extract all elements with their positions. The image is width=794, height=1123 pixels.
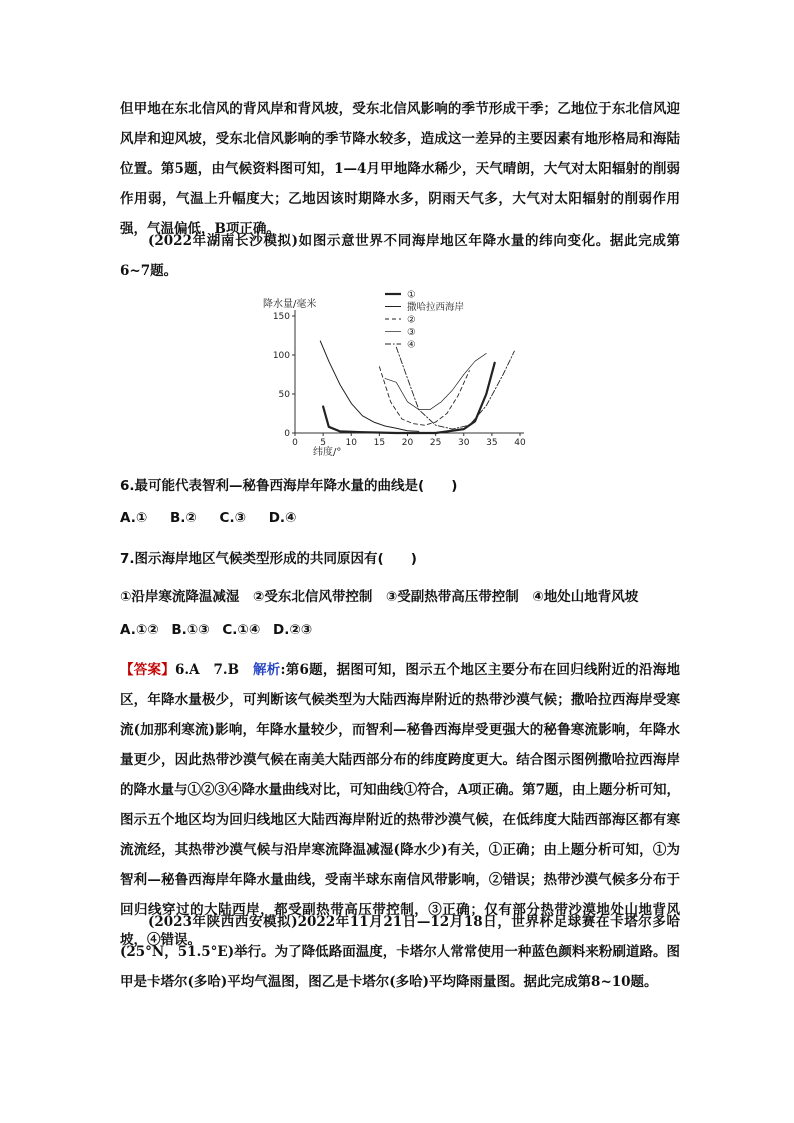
question-6-options [120,510,314,526]
q7-option-d[interactable]: D.②③ [272,622,313,638]
series-line-2 [320,341,419,431]
x-tick-label: 40 [514,438,526,448]
answer-value: 6.A 7.B [174,662,254,678]
legend-label-5: ④ [407,339,416,351]
legend-label-3: ② [407,314,416,326]
legend-label-1: ① [407,289,416,301]
explanation-tag: 解析 [253,662,281,678]
question-stem-6-7: (2022年湖南长沙模拟)如图示意世界不同海岸地区年降水量的纬向变化。据此完成第6~7题。 [120,233,680,279]
q7-option-b[interactable]: B.①③ [171,622,210,638]
precipitation-latitude-chart [255,283,545,458]
x-tick-label: 30 [458,438,470,448]
q7-option-a[interactable]: A.①② [120,622,159,638]
x-tick-label: 10 [345,438,357,448]
question-7-stem: 7.图示海岸地区气候类型形成的共同原因有( ) [120,551,417,567]
y-tick-label: 0 [284,429,290,439]
legend-label-2: 撒哈拉西海岸 [407,302,465,313]
chart-lines [320,341,514,433]
x-tick-label: 35 [486,438,498,448]
x-tick-label: 15 [373,438,386,448]
chart-ticks [273,312,526,448]
x-tick-label: 5 [320,438,326,448]
y-tick-label: 100 [272,351,290,361]
series-line-1 [323,363,495,433]
q6-option-c[interactable]: C.③ [219,510,246,526]
y-axis-label: 降水量/毫米 [263,299,317,310]
y-tick-label: 50 [278,390,290,400]
y-tick-label: 150 [272,312,290,322]
x-tick-label: 25 [429,438,442,448]
q6-option-a[interactable]: A.① [120,510,148,526]
series-line-4 [385,353,486,409]
intro-paragraph: 但甲地在东北信风的背风岸和背风坡，受东北信风影响的季节形成干季；乙地位于东北信风迎风岸和迎风坡，受东北信风影响的季节降水较多，造成这一差异的主要因素有地形格局和海陆位置。第5题，由气候资料图可知，1—4月甲地降水稀少，天气晴朗，大气对太阳辐射的削弱作用弱，气温上升幅度大；乙地因该时期降水多，阴雨天气多，大气对太阳辐射的削弱作用强，气温偏低，B项正确。 [120,101,680,237]
series-line-3 [379,367,469,426]
explanation-text: :第6题，据图可知，图示五个地区主要分布在回归线附近的沿海地区，年降水量极少，可判断该气候类型为大陆西海岸附近的热带沙漠气候；撒哈拉西海岸受寒流(加那利寒流)影响，年降水量较少，而智利—秘鲁西海岸受更强大的秘鲁寒流影响，年降水量更少，因此热带沙漠气候在南美大陆西部分布的纬度跨度更大。结合图示图例撒哈拉西海岸的降水量与①②③④降水量曲线对比，可知曲线①符合，A项正确。第7题，由上题分析可知，图示五个地区均为回归线地区大陆西海岸附近的热带沙漠气候，在低纬度大陆西部海区都有寒流流经，其热带沙漠气候与沿岸寒流降温减湿(降水少)有关，①正确；由上题分析可知，①为智利—秘鲁西海岸年降水量曲线，受南半球东南信风带影响，②错误；热带沙漠气候多分布于回归线穿过的大陆西岸，都受副热带高压带控制，③正确；仅有部分热带沙漠地处山地背风坡，④错误。 [120,662,681,948]
x-tick-label: 20 [401,438,414,448]
question-stem-8-10: (2023年陕西西安模拟)2022年11月21日—12月18日，世界杯足球赛在卡塔尔多哈(25°N，51.5°E)举行。为了降低路面温度，卡塔尔人常常使用一种蓝色颜料来粉刷道路。图甲是卡塔尔(多哈)平均气温图，图乙是卡塔尔(多哈)平均降雨量图。据此完成第8~10题。 [120,914,680,990]
chart-legend [385,290,464,351]
answer-tag: 【答案】 [120,662,175,678]
question-7-options [120,622,320,638]
question-7-items: ①沿岸寒流降温减湿 ②受东北信风带控制 ③受副热带高压带控制 ④地处山地背风坡 [120,589,639,605]
q7-option-c[interactable]: C.①④ [222,622,261,638]
series-line-5 [396,347,514,429]
x-axis-label: 纬度/° [313,447,342,458]
q6-option-b[interactable]: B.② [169,510,197,526]
legend-label-4: ③ [407,327,416,338]
question-6-stem: 6.最可能代表智利—秘鲁西海岸年降水量的曲线是( ) [120,478,458,494]
x-tick-label: 0 [292,438,298,448]
q6-option-d[interactable]: D.④ [268,510,297,526]
